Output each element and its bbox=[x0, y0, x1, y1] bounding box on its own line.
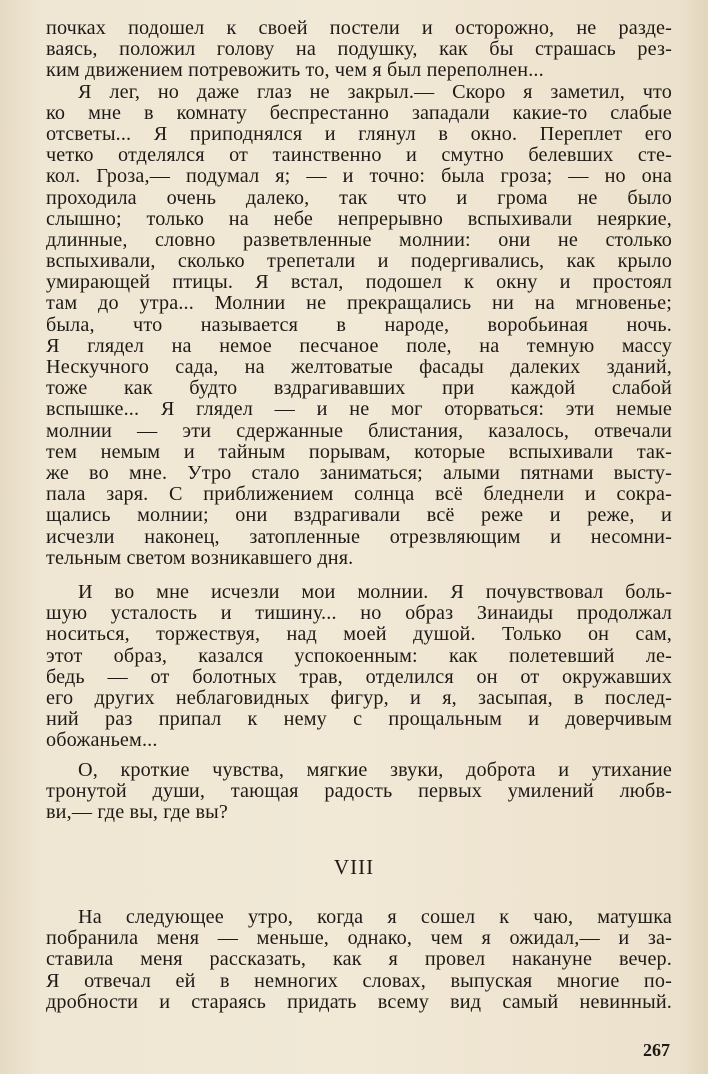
text-line: почках подошел к своей постели и осторожно, не разде- bbox=[46, 17, 672, 39]
text-line: четко отделялся от таинственно и смутно белевших сте- bbox=[46, 144, 672, 167]
text-line: Нескучного сада, на желтоватые фасады далеких зданий, bbox=[46, 356, 672, 378]
text-line: вспыхивали, сколько трепетали и подергивались, как крыло bbox=[46, 250, 672, 273]
text-line: И во мне исчезли мои молнии. Я почувствовал боль- bbox=[78, 581, 672, 603]
main-text bbox=[46, 18, 672, 569]
text-line: тоже как будто вздрагивавших при каждой слабой bbox=[46, 377, 672, 400]
chapter-opening-paragraph bbox=[46, 907, 672, 1013]
text-line: ставила меня рассказать, как я провел накануне вечер. bbox=[46, 948, 672, 971]
text-line: О, кроткие чувства, мягкие звуки, доброта и утихание bbox=[78, 759, 672, 781]
text-line: там до утра... Молнии не прекращались ни на мгновенье; bbox=[46, 292, 672, 315]
text-line: Я лег, но даже глаз не закрыл.— Скоро я заметил, что bbox=[78, 80, 672, 103]
text-line: была, что называется в народе, воробьиная ночь. bbox=[46, 313, 672, 336]
text-line: кол. Гроза,— подумал я; — и точно: была гроза; — но она bbox=[46, 165, 672, 188]
text-line: ваясь, положил голову на подушку, как бы страшась рез- bbox=[46, 38, 672, 61]
text-line: На следующее утро, когда я сошел к чаю, матушка bbox=[78, 906, 672, 928]
text-line: длинные, словно разветвленные молнии: они не столько bbox=[46, 228, 672, 251]
text-line: его других неблаговидных фигур, и я, засыпая, в послед- bbox=[46, 686, 672, 709]
text-line: бедь — от болотных трав, отделился он от окружавших bbox=[46, 665, 672, 688]
text-line: этот образ, казался успокоенным: как полетевший ле- bbox=[46, 644, 672, 667]
text-line: умирающей птицы. Я встал, подошел к окну и простоял bbox=[46, 271, 672, 294]
text-line: ким движением потревожить то, чем я был переполнен... bbox=[46, 59, 544, 82]
text-line: ви,— где вы, где вы? bbox=[46, 801, 228, 824]
text-line: же во мне. Утро стало заниматься; алыми пятнами высту- bbox=[46, 461, 672, 484]
text-line: ний раз припал к нему с прощальным и доверчивым bbox=[46, 708, 672, 731]
text-line: пала заря. С приближением солнца всё бледнели и сокра- bbox=[46, 483, 672, 506]
text-line: тельным светом возникавшего дня. bbox=[46, 546, 354, 569]
text-line: молнии — эти сдержанные блистания, казалось, отвечали bbox=[46, 419, 672, 442]
text-line: отсветы... Я приподнялся и глянул в окно. Переплет его bbox=[46, 122, 672, 145]
page-number: 267 bbox=[643, 1040, 670, 1060]
closing-paragraph bbox=[46, 760, 672, 824]
text-line: шую усталость и тишину... но образ Зинаиды продолжал bbox=[46, 602, 672, 625]
text-line: обожаньем... bbox=[46, 729, 158, 752]
text-line: дробности и стараясь придать всему вид самый невинный. bbox=[46, 990, 672, 1013]
text-line: ко мне в комнату беспрестанно западали какие-то слабые bbox=[46, 101, 672, 124]
text-line: тем немым и тайным порывам, которые вспыхивали так- bbox=[46, 440, 672, 463]
text-line: вспышке... Я глядел — и не мог оторваться: эти немые bbox=[46, 398, 672, 421]
text-line: щались молнии; они вздрагивали всё реже и реже, и bbox=[46, 504, 672, 527]
text-line: побранила меня — меньше, однако, чем я ожидал,— и за- bbox=[46, 927, 672, 950]
text-line: слышно; только на небе непрерывно вспыхивали неяркие, bbox=[46, 207, 672, 230]
text-line: исчезли наконец, затопленные отрезвляющим и несомни- bbox=[46, 525, 672, 548]
text-line: проходила очень далеко, так что и грома не было bbox=[46, 186, 672, 209]
text-line: Я глядел на немое песчаное поле, на темную массу bbox=[46, 334, 672, 357]
text-line: тронутой души, тающая радость первых умилений любв- bbox=[46, 780, 672, 803]
main-text-continued bbox=[46, 582, 672, 752]
text-line: носиться, торжествуя, над моей душой. Только он сам, bbox=[46, 623, 672, 646]
text-line: Я отвечал ей в немногих словах, выпуская многие по- bbox=[46, 969, 672, 992]
chapter-heading: VIII bbox=[333, 855, 375, 879]
